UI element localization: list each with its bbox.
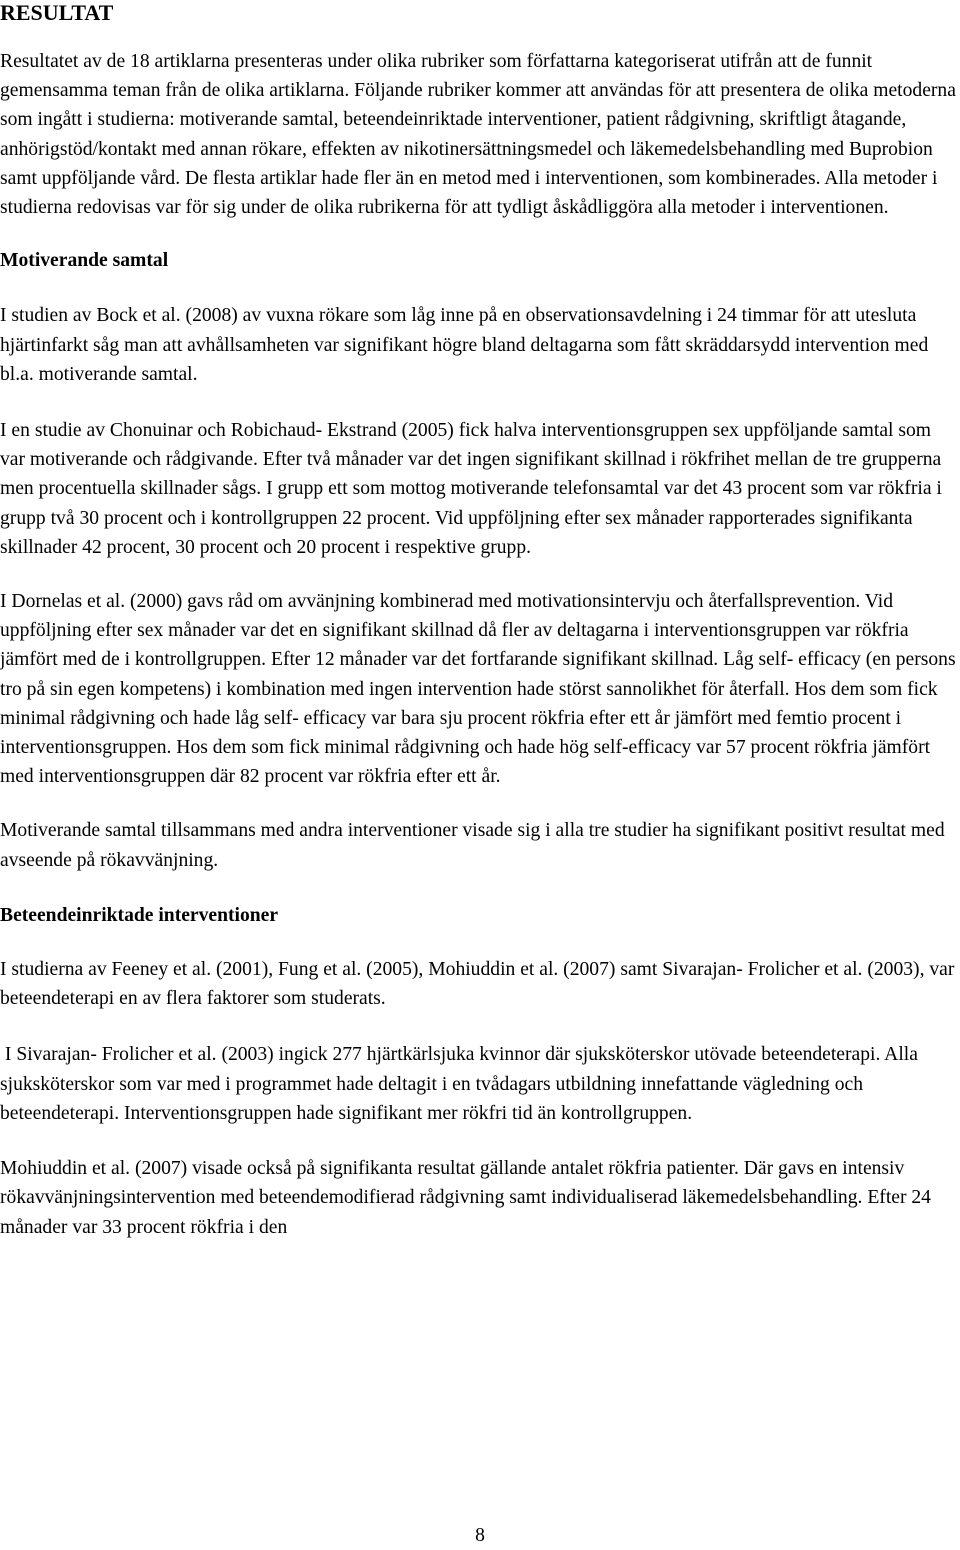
section-heading-motiverande-samtal: Motiverande samtal (0, 250, 169, 272)
spacer (0, 1013, 960, 1040)
paragraph-summary-motiverande: Motiverande samtal tillsammans med andra interventioner visade sig i alla tre studier ha signifikant positivt resultat med avseende på rökavvänjning. (0, 820, 945, 871)
spacer (0, 930, 960, 955)
paragraph-feeney: I studierna av Feeney et al. (2001), Fung et al. (2005), Mohiuddin et al. (2007) samt Sivarajan- Frolicher et al. (2003), var beteendeterapi en av flera faktorer som studerats. (0, 959, 955, 1010)
spacer (0, 1128, 960, 1154)
spacer (0, 26, 960, 47)
spacer (0, 562, 960, 587)
paragraph-dornelas: I Dornelas et al. (2000) gavs råd om avvänjning kombinerad med motivationsintervju och återfallsprevention. Vid uppföljning efter sex månader var det en signifikant skillnad då fler av deltagarna i interventionsgruppen var rökfria jämfört med de i kontrollgruppen. Efter 12 månader var det fortfarande signifikant skillnad. Låg self- efficacy (en persons tro på sin egen kompetens) i kombination med ingen intervention hade störst sannolikhet för återfall. Hos dem som fick minimal rådgivning och hade låg self- efficacy var bara sju procent rökfria efter ett år jämfört med femtio procent i interventionsgruppen. Hos dem som fick minimal rådgivning och hade hög self-efficacy var 57 procent rökfria jämfört med interventionsgruppen där 82 procent var rökfria efter ett år. (0, 591, 956, 788)
intro-paragraph: Resultatet av de 18 artiklarna presenteras under olika rubriker som författarna kategoriserat utifrån att de funnit gemensamma teman från de olika artiklarna. Följande rubriker kommer att användas för att presentera de olika metoderna som ingått i studierna: motiverande samtal, beteendeinriktade interventioner, patient rådgivning, skriftligt åtagande, anhörigstöd/kontakt med annan rökare, effekten av nikotinersättningsmedel och läkemedelsbehandling med Buprobion samt uppföljande vård. De flesta artiklar hade fler än en metod med i interventionen, som kombinerades. Alla metoder i studierna redovisas var för sig under de olika rubrikerna för att tydligt åskådliggöra alla metoder i interventionen. (0, 51, 956, 219)
page-title: RESULTAT (0, 0, 114, 25)
spacer (0, 389, 960, 416)
paragraph-mohiuddin: Mohiuddin et al. (2007) visade också på signifikanta resultat gällande antalet rökfria patienter. Där gavs en intensiv rökavvänjningsintervention med beteendemodifierad rådgivning samt individualiserad läkemedelsbehandling. Efter 24 månader var 33 procent rökfria i den (0, 1158, 931, 1238)
paragraph-sivarajan: I Sivarajan- Frolicher et al. (2003) ingick 277 hjärtkärlsjuka kvinnor där sjuksköterskor utövade beteendeterapi. Alla sjuksköterskor som var med i programmet hade deltagit i en tvådagars utbildning innefattande vägledning och beteendeterapi. Interventionsgruppen hade signifikant mer rökfri tid än kontrollgruppen. (0, 1044, 923, 1124)
section-heading-beteendeinriktade: Beteendeinriktade interventioner (0, 904, 279, 926)
spacer (0, 275, 960, 301)
paragraph-bock: I studien av Bock et al. (2008) av vuxna rökare som låg inne på en observationsavdelning i 24 timmar för att utesluta hjärtinfarkt såg man att avhållsamheten var signifikant högre bland deltagarna som fått skräddarsydd intervention med bl.a. motiverande samtal. (0, 305, 929, 385)
spacer (0, 791, 960, 816)
spacer (0, 222, 960, 246)
page-number: 8 (475, 1525, 485, 1546)
paragraph-chonuinar: I en studie av Chonuinar och Robichaud- Ekstrand (2005) fick halva interventionsgruppen sex uppföljande samtal som var motiverande och rådgivande. Efter två månader var det ingen signifikant skillnad i rökfrihet mellan de tre grupperna men procentuella skillnader sågs. I grupp ett som mottog motiverande telefonsamtal var det 43 procent som var rökfria i grupp två 30 procent och i kontrollgruppen 22 procent. Vid uppföljning efter sex månader rapporterades signifikanta skillnader 42 procent, 30 procent och 20 procent i respektive grupp. (0, 420, 942, 558)
spacer (0, 875, 960, 901)
